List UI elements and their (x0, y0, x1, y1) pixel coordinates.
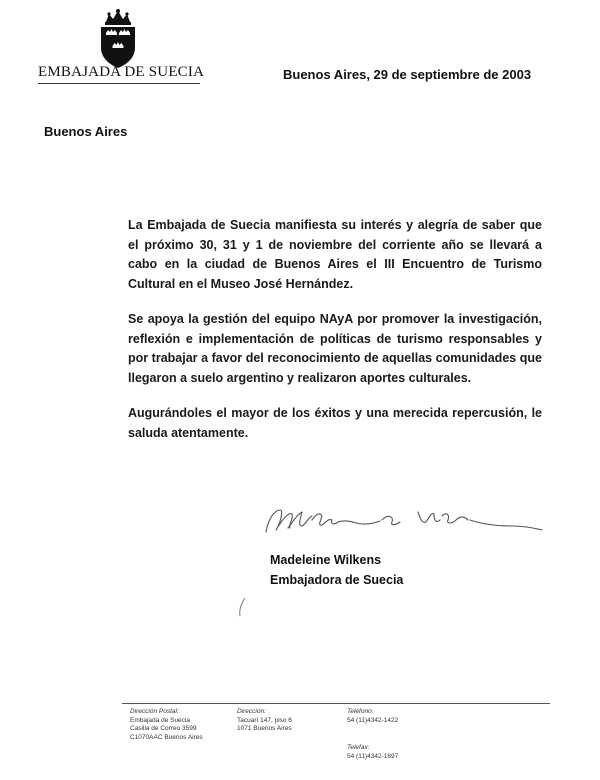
body-paragraph-2: Se apoya la gestión del equipo NAyA por promover la investigación, reflexión e implementación de políticas de turismo responsables y por trabajar a favor del reconocimiento de aquellas comunidades que llegaron a suelo argentino y realizaron aportes culturales. (128, 312, 542, 385)
recipient: Buenos Aires (44, 124, 128, 139)
footer-postal-heading: Dirección Postal: (130, 708, 179, 715)
footer-phone-heading: Teléfono: (347, 708, 374, 715)
footer-postal-line: Casilla de Correo 3599 (130, 725, 197, 732)
letter-body (128, 216, 542, 459)
signer-name: Madeleine Wilkens (270, 553, 382, 567)
footer-fax-value: 54 (11)4342-1697 (347, 752, 399, 760)
footer-street-address (237, 708, 292, 734)
signer-title: Embajadora de Suecia (270, 573, 404, 587)
footer-rule (122, 703, 550, 704)
footer-postal-address (130, 708, 203, 742)
footer-postal-line: Embajada de Suecia (130, 716, 190, 724)
footer-phone (347, 708, 398, 725)
date-line: Buenos Aires, 29 de septiembre de 2003 (283, 67, 532, 82)
stray-mark (235, 596, 251, 618)
footer-address-line: 1071 Buenos Aires (237, 725, 292, 732)
body-paragraph-3: Augurándoles el mayor de los éxitos y una merecida repercusión, le saluda atentamente. (128, 406, 542, 440)
footer-fax-heading: Telefax: (347, 744, 370, 751)
crest-icon (92, 8, 144, 70)
footer-address-heading: Dirección: (237, 708, 266, 715)
footer-fax (347, 744, 398, 761)
footer-address-line: Tacuarí 147, piso 6 (237, 716, 292, 724)
body-paragraph-1: La Embajada de Suecia manifiesta su interés y alegría de saber que el próximo 30, 31 y 1 de noviembre del corriente año se llevará a cabo en la ciudad de Buenos Aires el III Encuentro de Turismo Cultural en el Museo José Hernández. (128, 218, 542, 291)
footer-postal-line: C1070AAC Buenos Aires (130, 733, 203, 741)
footer-phone-value: 54 (11)4342-1422 (347, 716, 399, 724)
signer-block (270, 550, 403, 590)
organization-name: EMBAJADA DE SUECIA (38, 64, 205, 80)
letterhead-rule (38, 83, 200, 84)
handwritten-signature (258, 490, 548, 550)
